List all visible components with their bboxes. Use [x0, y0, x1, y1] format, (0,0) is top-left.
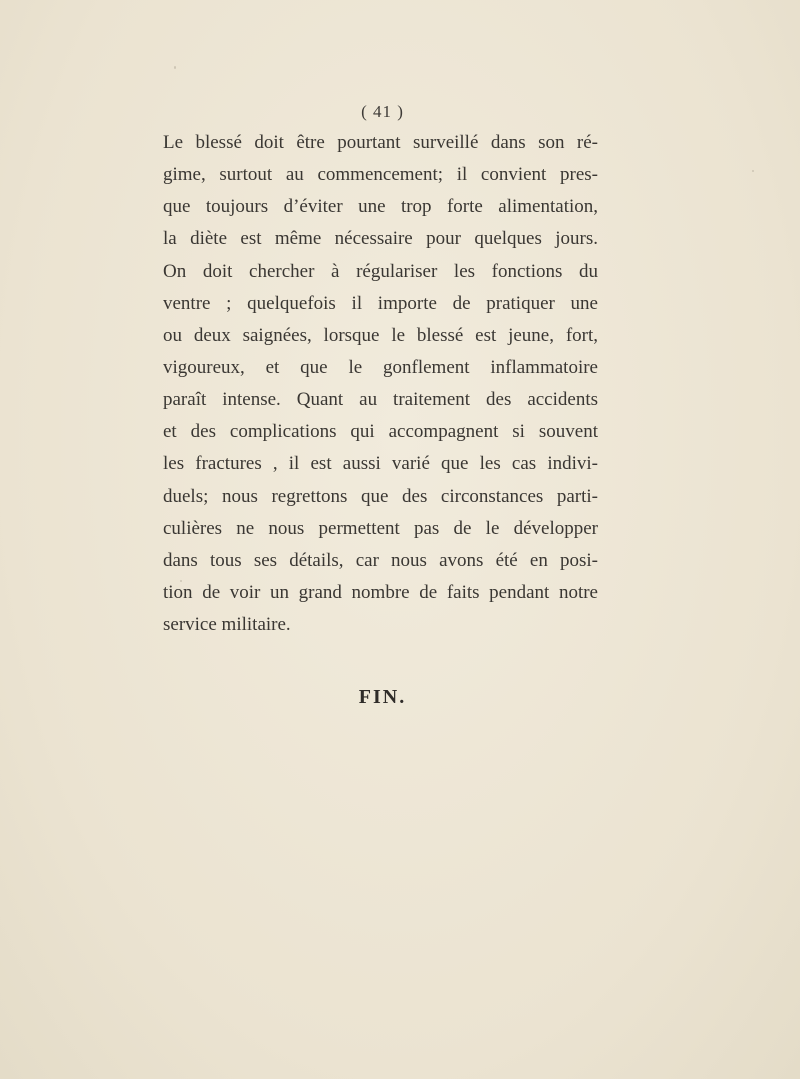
body-paragraph	[163, 127, 598, 641]
text-line: les fractures , il est aussi varié que les cas indivi-	[163, 453, 598, 475]
text-line: paraît intense. Quant au traitement des accidents	[163, 389, 598, 411]
text-line: Le blessé doit être pourtant surveillé dans son ré-	[163, 132, 598, 153]
text-line: ventre ; quelquefois il importe de pratiquer une	[163, 292, 598, 314]
text-line: tion de voir un grand nombre de faits pendant notre	[163, 581, 598, 603]
paper-speck	[752, 170, 754, 172]
text-line: que toujours d’éviter une trop forte alimentation,	[163, 196, 598, 218]
text-line: ou deux saignées, lorsque le blessé est jeune, fort,	[163, 324, 598, 346]
text-line: duels; nous regrettons que des circonstances parti-	[163, 485, 598, 507]
text-line: gime, surtout au commencement; il convient pres-	[163, 164, 598, 186]
text-line: On doit chercher à régulariser les fonctions du	[163, 260, 598, 282]
end-mark: FIN.	[358, 686, 407, 708]
text-line: vigoureux, et que le gonflement inflammatoire	[163, 356, 598, 378]
text-line: dans tous ses détails, car nous avons été en posi-	[163, 549, 598, 571]
paper-speck	[174, 66, 176, 69]
text-line: culières ne nous permettent pas de le développer	[163, 517, 598, 539]
text-line: et des complications qui accompagnent si souvent	[163, 421, 598, 443]
text-line: service militaire.	[163, 614, 291, 636]
text-line: la diète est même nécessaire pour quelques jours.	[163, 228, 598, 250]
page-number: ( 41 )	[361, 102, 404, 121]
